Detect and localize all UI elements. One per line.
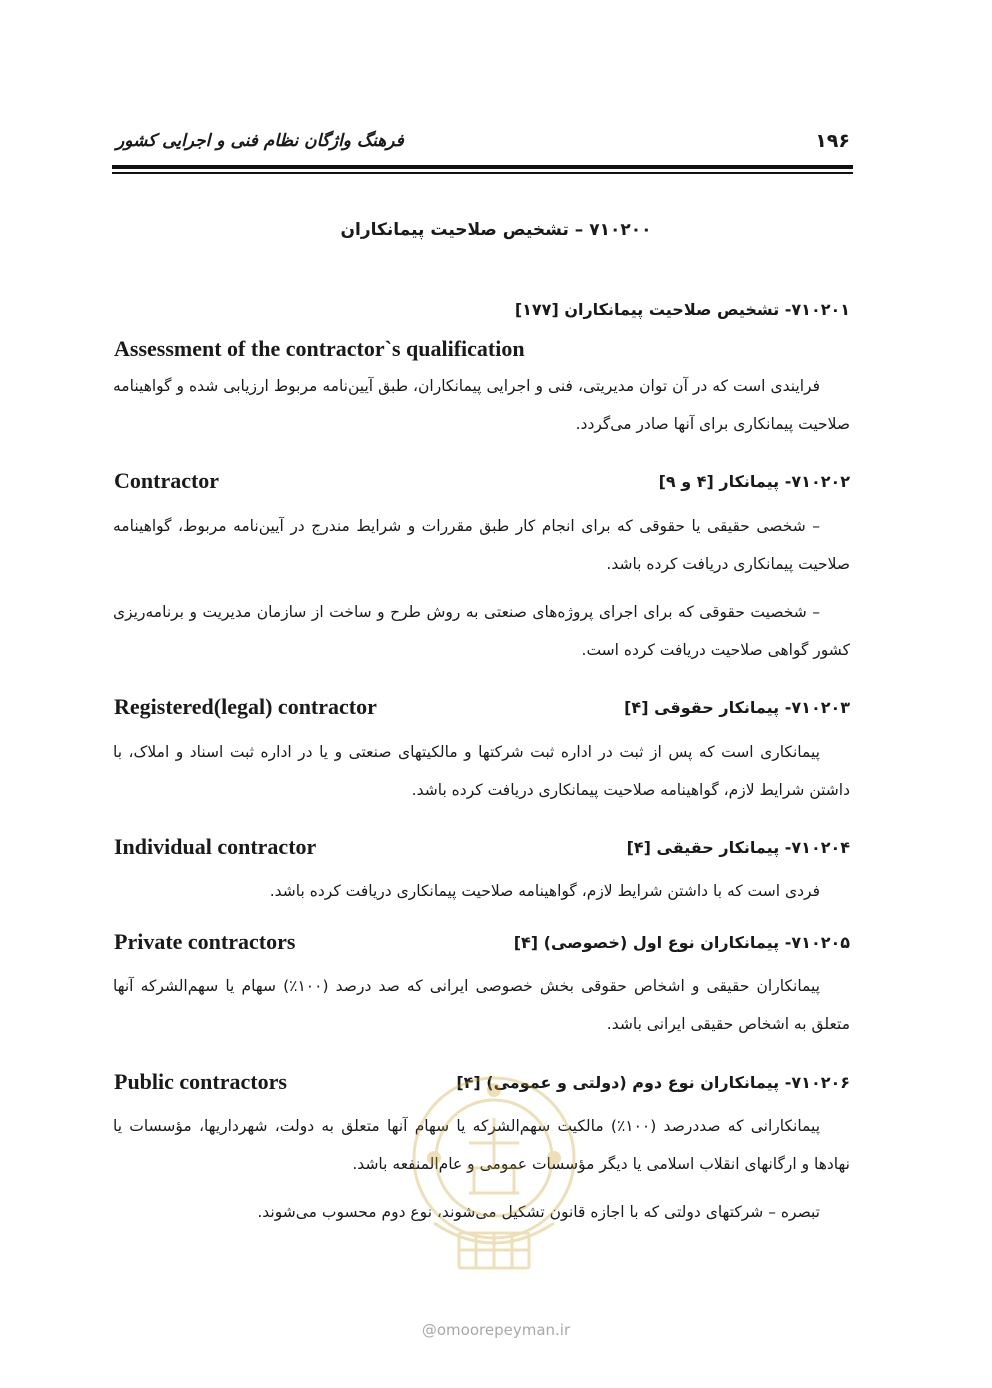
entry-definition: فرایندی است که در آن توان مدیریتی، فنی و اجرایی پیمانکاران، طبق آیین‌نامه مربوط ارزیابی شده و گواهینامه صلاحیت پیمانکاری برای آنها صادر می‌گردد. (113, 377, 850, 433)
entry-note: تبصره – شرکتهای دولتی که با اجازه قانون تشکیل می‌شوند، نوع دوم محسوب می‌شوند. (257, 1203, 820, 1221)
entry-definition: فردی است که با داشتن شرایط لازم، گواهینامه صلاحیت پیمانکاری دریافت کرده باشد. (269, 882, 820, 900)
section-title: ۷۱۰۲۰۰ – تشخیص صلاحیت پیمانکاران (340, 220, 652, 240)
watermark-logo-icon (389, 1048, 599, 1278)
entry-heading-en: Public contractors (114, 1069, 287, 1094)
entry-heading-en: Private contractors (114, 929, 296, 954)
book-title: فرهنگ واژگان نظام فنی و اجرایی کشور (116, 131, 404, 151)
watermark-site: @omoorepeyman.ir (421, 1321, 571, 1339)
entry-heading-en: Contractor (114, 468, 220, 493)
entry-heading-fa: ۷۱۰۲۰۱- تشخیص صلاحیت پیمانکاران [۱۷۷] (514, 300, 850, 319)
entry-heading-en: Registered(legal) contractor (114, 694, 377, 719)
header-rule-thin (112, 172, 853, 174)
page-number: ۱۹۶ (815, 130, 850, 152)
entry-heading-en: Individual contractor (114, 834, 317, 859)
entry-definition: – شخصی حقیقی یا حقوقی که برای انجام کار طبق مقررات و شرایط مندرج در آیین‌نامه مربوط، گواهینامه صلاحیت پیمانکاری دریافت کرده باشد. (113, 517, 850, 573)
entry-heading-fa: ۷۱۰۲۰۴- پیمانکار حقیقی [۴] (626, 838, 850, 857)
entry-heading-en: Assessment of the contractor`s qualification (114, 336, 525, 361)
entry-definition: پیمانکاری است که پس از ثبت در اداره ثبت شرکتها و مالکیتهای صنعتی و یا در اداره ثبت اسناد و املاک، با داشتن شرایط لازم، گواهینامه صلاحیت پیمانکاری دریافت کرده باشد. (113, 743, 850, 799)
entry-definition: – شخصیت حقوقی که برای اجرای پروژه‌های صنعتی به روش طرح و ساخت از سازمان مدیریت و برنامه‌ریزی کشور گواهی صلاحیت دریافت کرده است. (113, 603, 850, 659)
entry-heading-fa: ۷۱۰۲۰۵- پیمانکاران نوع اول (خصوصی) [۴] (513, 933, 850, 952)
header-rule-thick (112, 165, 853, 169)
entry-definition: پیمانکارانی که صددرصد (۱۰۰٪) مالکیت سهم‌الشرکه یا سهام آنها متعلق به دولت، شهرداریها، مؤسسات یا نهادها و ارگانهای انقلاب اسلامی یا دیگر مؤسسات عمومی و عام‌المنفعه باشد. (113, 1117, 850, 1173)
entry-heading-fa: ۷۱۰۲۰۶- پیمانکاران نوع دوم (دولتی و عمومی) [۴] (456, 1073, 850, 1092)
entry-definition: پیمانکاران حقیقی و اشخاص حقوقی بخش خصوصی ایرانی که صد درصد (۱۰۰٪) سهام یا سهم‌الشرکه آنها متعلق به اشخاص حقیقی ایرانی باشد. (113, 977, 850, 1033)
entry-heading-fa: ۷۱۰۲۰۳- پیمانکار حقوقی [۴] (624, 698, 850, 717)
entry-heading-fa: ۷۱۰۲۰۲- پیمانکار [۴ و ۹] (658, 472, 850, 491)
